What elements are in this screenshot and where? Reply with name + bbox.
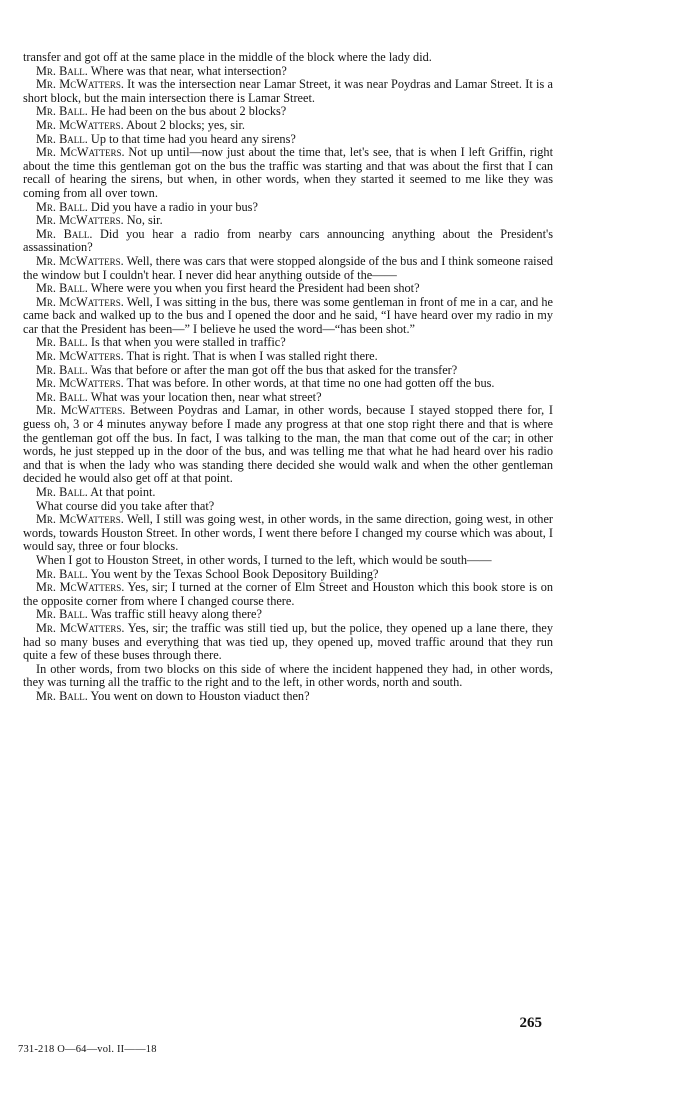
testimony-paragraph	[23, 201, 553, 215]
paragraph-text: Up to that time had you heard any sirens?	[87, 131, 296, 146]
speaker-name: Mr. McWatters.	[36, 376, 124, 391]
testimony-paragraph	[23, 255, 553, 282]
speaker-name: Mr. McWatters.	[36, 117, 124, 132]
paragraph-text: Was traffic still heavy along there?	[87, 607, 262, 622]
testimony-paragraph	[23, 581, 553, 608]
speaker-name: Mr. McWatters.	[36, 213, 124, 228]
paragraph-text: Yes, sir; I turned at the corner of Elm Street and Houston which this book store is on the opposite corner from where I changed course there.	[23, 580, 553, 608]
paragraph-text: You went by the Texas School Book Depository Building?	[87, 566, 379, 581]
page-number: 265	[519, 1015, 542, 1031]
testimony-paragraph	[23, 51, 553, 65]
testimony-paragraph	[23, 65, 553, 79]
testimony-paragraph	[23, 608, 553, 622]
speaker-name: Mr. Ball.	[36, 335, 88, 350]
paragraph-text: Where were you when you first heard the President had been shot?	[87, 281, 420, 296]
paragraph-text: That was before. In other words, at that time no one had gotten off the bus.	[123, 376, 495, 391]
paragraph-text: No, sir.	[123, 213, 163, 228]
speaker-name: Mr. Ball.	[36, 566, 88, 581]
speaker-name: Mr. McWatters.	[36, 294, 124, 309]
speaker-name: Mr. Ball.	[36, 607, 88, 622]
testimony-paragraph	[23, 690, 553, 704]
speaker-name: Mr. McWatters.	[36, 253, 124, 268]
speaker-name: Mr. McWatters.	[36, 403, 126, 418]
testimony-paragraph	[23, 364, 553, 378]
paragraph-text: Well, I still was going west, in other words, in the same direction, going west, in other words, towards Houston Street. In other words, I went there before I changed my course which was about, I would say, three or four blocks.	[23, 512, 553, 554]
paragraph-text: Did you have a radio in your bus?	[87, 199, 258, 214]
paragraph-text: Yes, sir; the traffic was still tied up, but the police, they opened up a lane there, they had so many buses and everything that was tied up, they opened up, moved traffic around that they run quite a few of these buses through there.	[23, 620, 554, 663]
testimony-paragraph	[23, 350, 553, 364]
testimony-paragraph	[23, 554, 553, 568]
paragraph-text: Not up until—now just about the time that, let's see, that is when I left Griffin, right about the time this gentleman got on the bus the traffic was starting and that was about the first that I can recall of hearing the sirens, but when, in other words, when they started it seemed to me like they was coming from all over town.	[23, 145, 553, 200]
paragraph-text: About 2 blocks; yes, sir.	[123, 117, 245, 132]
testimony-paragraph	[23, 146, 553, 200]
testimony-paragraph	[23, 214, 553, 228]
speaker-name: Mr. McWatters.	[36, 77, 124, 92]
speaker-name: Mr. Ball.	[36, 226, 93, 241]
paragraph-text: In other words, from two blocks on this side of where the incident happened they had, in other words, they was turning all the traffic to the right and to the left, in other words, north and south.	[23, 661, 553, 690]
paragraph-text: He had been on the bus about 2 blocks?	[87, 104, 287, 119]
paragraph-text: You went on down to Houston viaduct then?	[87, 688, 310, 703]
speaker-name: Mr. Ball.	[36, 131, 88, 146]
testimony-paragraph	[23, 500, 553, 514]
paragraph-text: Well, I was sitting in the bus, there was some gentleman in front of me in a car, and he came back and walked up to the bus and I opened the door and he said, “I have heard over my radio in my car that the President has been—” I believe he used the word—“has been shot.”	[23, 294, 553, 336]
paragraph-text: Was that before or after the man got off the bus that asked for the transfer?	[87, 362, 458, 377]
testimony-paragraph	[23, 486, 553, 500]
testimony-paragraph	[23, 377, 553, 391]
testimony-paragraph	[23, 133, 553, 147]
speaker-name: Mr. Ball.	[36, 362, 88, 377]
testimony-paragraph	[23, 404, 553, 486]
paragraph-text: Is that when you were stalled in traffic?	[87, 335, 286, 350]
speaker-name: Mr. Ball.	[36, 485, 88, 499]
testimony-paragraph	[23, 336, 553, 350]
speaker-name: Mr. Ball.	[36, 199, 88, 214]
paragraph-text: Well, there was cars that were stopped alongside of the bus and I think someone raised the window but I couldn't hear. I never did hear anything outside of the——	[23, 253, 553, 282]
speaker-name: Mr. McWatters.	[36, 512, 124, 527]
speaker-name: Mr. Ball.	[36, 389, 88, 404]
speaker-name: Mr. Ball.	[36, 281, 88, 296]
speaker-name: Mr. Ball.	[36, 688, 88, 703]
paragraph-text: What was your location then, near what street?	[87, 389, 322, 404]
testimony-text	[23, 51, 553, 704]
testimony-paragraph	[23, 391, 553, 405]
speaker-name: Mr. McWatters.	[36, 580, 125, 595]
testimony-paragraph	[23, 228, 553, 255]
paragraph-text: Between Poydras and Lamar, in other words, because I stayed stopped there for, I guess oh, 3 or 4 minutes anyway before I made any progress at that one stop right there and that is where the gentleman got off the bus. In fact, I was talking to the man, the man that come out of the car; in other words, he just stepped up in the door of the bus, and was telling me that what he had heard over his radio and that is when the lady who was standing there decided she would walk and when the other gentleman decided he would also get off at that point.	[23, 403, 553, 486]
testimony-paragraph	[23, 568, 553, 582]
paragraph-text: What course did you take after that?	[36, 498, 215, 513]
testimony-paragraph	[23, 513, 553, 554]
speaker-name: Mr. Ball.	[36, 63, 88, 78]
paragraph-text: It was the intersection near Lamar Street, it was near Poydras and Lamar Street. It is a short block, but the main intersection there is Lamar Street.	[23, 77, 553, 105]
testimony-paragraph	[23, 105, 553, 119]
speaker-name: Mr. McWatters.	[36, 620, 125, 635]
paragraph-text: That is right. That is when I was stalled right there.	[123, 349, 378, 364]
testimony-paragraph	[23, 282, 553, 296]
testimony-paragraph	[23, 119, 553, 133]
testimony-paragraph	[23, 622, 553, 663]
testimony-paragraph	[23, 296, 553, 337]
speaker-name: Mr. McWatters.	[36, 145, 125, 160]
testimony-paragraph	[23, 78, 553, 105]
paragraph-text: Where was that near, what intersection?	[87, 63, 287, 78]
paragraph-text: transfer and got off at the same place in the middle of the block where the lady did.	[23, 50, 432, 64]
speaker-name: Mr. Ball.	[36, 104, 88, 119]
testimony-paragraph	[23, 663, 553, 690]
paragraph-text: When I got to Houston Street, in other words, I turned to the left, which would be south——	[36, 552, 492, 567]
paragraph-text: At that point.	[87, 485, 156, 499]
paragraph-text: Did you hear a radio from nearby cars announcing anything about the President's assassination?	[23, 226, 553, 255]
printing-footer: 731-218 O—64—vol. II——18	[18, 1044, 157, 1055]
speaker-name: Mr. McWatters.	[36, 349, 124, 364]
